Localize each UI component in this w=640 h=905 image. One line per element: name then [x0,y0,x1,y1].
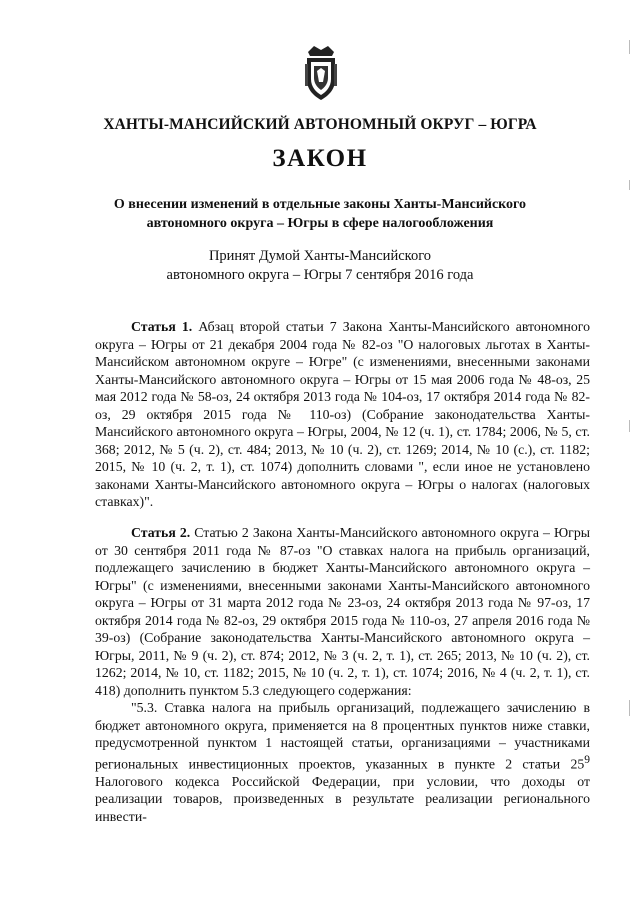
document-title-line: О внесении изменений в отдельные законы Ханты-Мансийского [113,197,527,212]
article-2-text: Статью 2 Закона Ханты-Мансийского автономного округа – Югры от 30 сентября 2011 года № 87-оз "О ставках налога на прибыль организаций, подлежащего зачислению в бюджет Ханты-Мансийского автономного округа – Югры" (с изменениями, внесенными законами Ханты-Мансийского автономного округа – Югры от 31 марта 2012 года № 23-оз, 24 октября 2013 года № 97-оз, 17 октября 2014 года № 82-оз, 29 октября 2015 года № 110-оз, 27 апреля 2016 года № 39-оз) (Собрание законодательства Ханты-Мансийского автономного округа – Югры, 2011, № 9 (ч. 2), ст. 874; 2012, № 3 (ч. 2, т. 1), ст. 265; 2013, № 10 (ч. 2), ст. 1262; 2014, № 10, ст. 1182; 2015, № 10 (ч. 2, т. 1), ст. 1074; 2016, № 4 (ч. 2, т. 1), ст. 418) дополнить пунктом 5.3 следующего содержания: [95,525,590,698]
document-title [80,195,560,233]
article-2-quote-text: "5.3. Ставка налога на прибыль организаций, подлежащего зачислению в бюджет автономного округа, применяется на 8 процентных пунктов ниже ставки, предусмотренной пунктом 1 настоящей статьи, организациями – участниками региональных инвестиционных проектов, указанных в пункте 2 статьи 25 [95,700,590,772]
article-2-paragraph [95,524,590,699]
article-1 [95,318,590,511]
article-1-paragraph [95,318,590,511]
document-title-line: автономного округа – Югры в сфере налогообложения [146,216,494,231]
adoption-note-line: автономного округа – Югры 7 сентября 2016 года [166,267,474,283]
coat-of-arms-icon [302,44,340,102]
scan-edge-mark [629,40,630,54]
adoption-note [80,247,560,285]
article-1-label: Статья 1. [131,319,193,334]
region-heading: ХАНТЫ-МАНСИЙСКИЙ АВТОНОМНЫЙ ОКРУГ – ЮГРА [103,116,537,133]
scan-edge-mark [629,420,630,432]
document-type-heading: ЗАКОН [272,145,368,172]
scan-edge-mark [629,180,630,190]
article-2-quote-superscript: 9 [584,753,590,766]
scan-edge-mark [629,700,630,716]
article-1-text: Абзац второй статьи 7 Закона Ханты-Мансийского автономного округа – Югры от 21 декабря 2004 года № 82-оз "О налоговых льготах в Ханты-Мансийском автономном округе – Югре" (с изменениями, внесенными законами Ханты-Мансийского автономного округа – Югры от 15 мая 2006 года № 48-оз, 25 мая 2012 года № 58-оз, 24 октября 2013 года № 104-оз, 17 октября 2014 года № 82-оз, 29 октября 2015 года № 110-оз) (Собрание законодательства Ханты-Мансийского автономного округа – Югры, 2004, № 12 (ч. 1), ст. 1784; 2006, № 5, ст. 368; 2012, № 5 (ч. 2), ст. 484; 2013, № 10 (ч. 2), ст. 1269; 2014, № 10 (с.), ст. 1182; 2015, № 10 (ч. 2, т. 1), ст. 1074) дополнить словами ", если иное не установлено законами Ханты-Мансийского автономного округа – Югры о налогах (налоговых ставках)". [95,319,590,509]
article-2-quote-text-continued: Налогового кодекса Российской Федерации, при условии, что доходы от реализации товаров, произведенных в результате реализации регионального инвести- [95,773,590,824]
article-2 [95,524,590,825]
article-2-quote [95,699,590,825]
article-2-label: Статья 2. [131,525,191,540]
adoption-note-line: Принят Думой Ханты-Мансийского [208,248,432,264]
